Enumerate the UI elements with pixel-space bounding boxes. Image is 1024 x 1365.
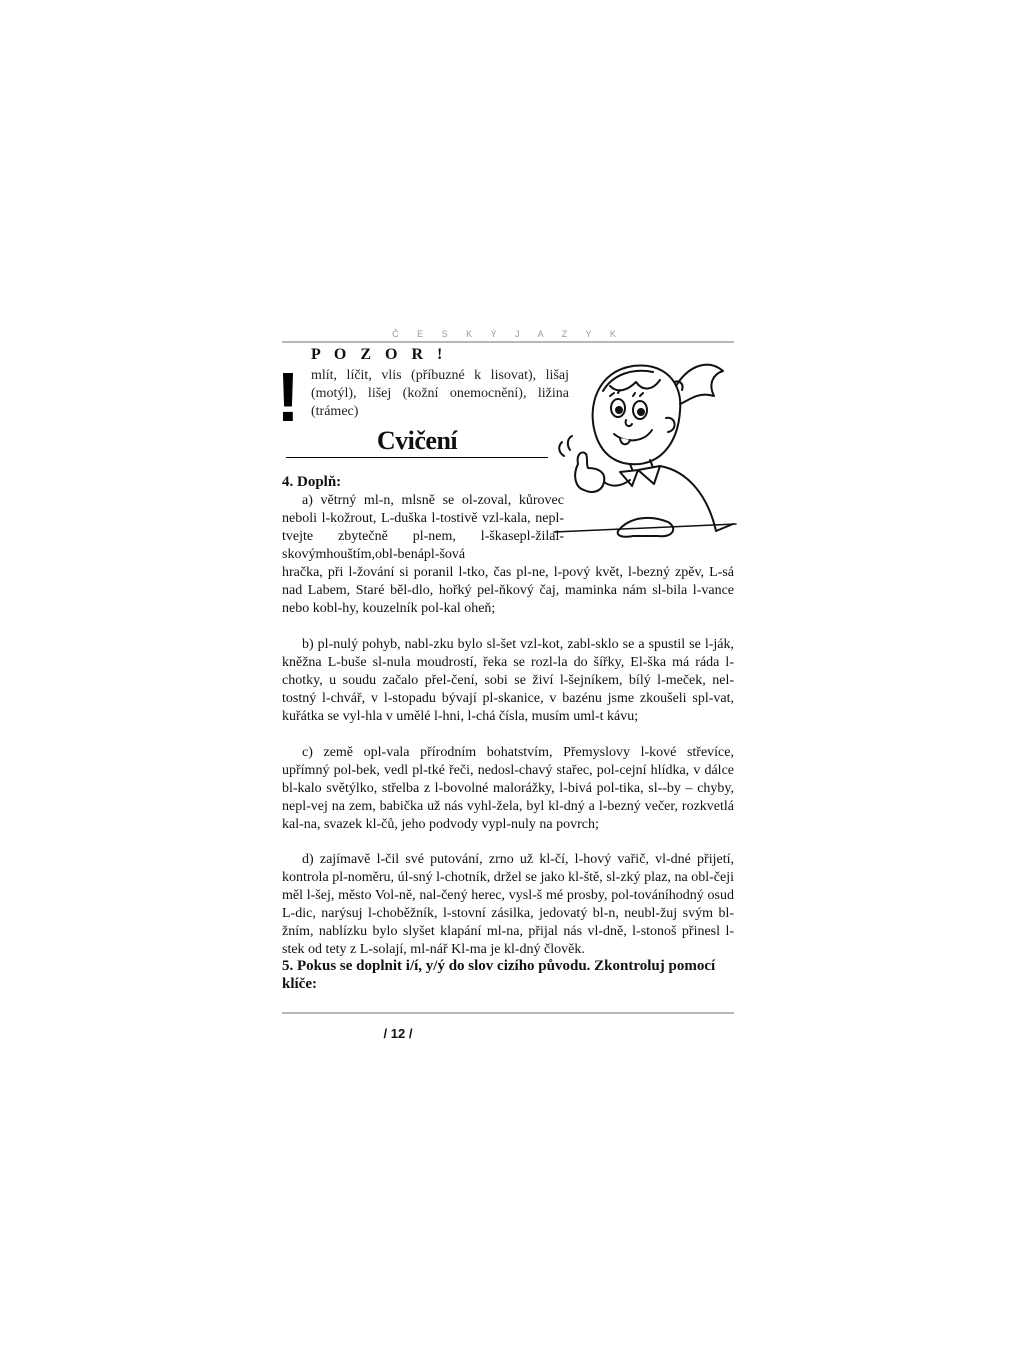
exercise-4-heading: 4. Doplň: bbox=[282, 474, 342, 490]
pozor-text: mlít, líčit, vlis (příbuzné k lisovat), lišaj (motýl), lišej (kožní onemocnění), ližina (trámec) bbox=[311, 368, 569, 419]
footer-rule bbox=[282, 1012, 734, 1014]
exercise-4d-text: d) zajímavě l-čil své putování, zrno už kl-čí, l-hový vařič, vl-dné přijetí, kontrola pl-noměru, úl-sný l-chotník, držel se jako kl-ště, sl-zký plaz, na obl-čeji měl l-šej, město Vol-ně, nal-čený herec, vysl-š mé prosby, pol-továníhodný osud L-dic, narýsuj l-choběžník, l-stovní zásilka, jedovatý bl-n, neubl-žuj svým bl-žním, nablízku bylo slyšet klapání ml-na, přijal nás vl-dně, l-stonoš přinesl l-stek od tety z L-solají, ml-nář Kl-ma je kl-dný člověk. bbox=[282, 852, 734, 957]
page-number: / 12 / bbox=[383, 1026, 413, 1041]
exercise-4a-text-bottom: hračka, při l-žování si poranil l-tko, čas pl-ne, l-pový květ, l-bezný zpěv, L-sá nad Labem, Staré běl-dlo, hořký pel-ňkový čaj, maminka nám sl-bila l-vance nebo kobl-hy, kouzelník pol-kal oheň; bbox=[282, 565, 734, 616]
exercise-5-heading: 5. Pokus se doplnit i/í, y/ý do slov cizího původu. Zkontroluj pomocí klíče: bbox=[282, 958, 716, 992]
running-header: Č E S K Ý J A Z Y K bbox=[392, 329, 624, 339]
exclamation-mark-icon: ! bbox=[276, 358, 300, 436]
girl-thumbs-up-illustration bbox=[548, 346, 738, 556]
exercise-4c-text: c) země opl-vala přírodním bohatstvím, Přemyslovy l-kové střevíce, upřímný pol-bek, vedl pl-tké řeči, nedosl-chavý stařec, pol-cejní hlídka, v dálce bl-kalo světýlko, střelba z l-bovolné malorážky, l-bivá pol-tika, sl--by – chyby, nepl-vej na zem, babička už nás vyhl-žela, byl kl-dný a l-bezný večer, rozkvetlá kal-na, svazek kl-čů, jeho podvody vypl-nuly na povrch; bbox=[282, 745, 734, 832]
section-title: Cvičení bbox=[376, 426, 458, 455]
pozor-title: P O Z O R ! bbox=[311, 346, 448, 363]
exercise-4b-text: b) pl-nulý pohyb, nabl-zku bylo sl-šet vzl-kot, zabl-sklo se a spustil se l-ják, kněžna L-buše sl-nula moudrostí, řeka se rozl-la do šířky, El-ška má ráda l-chotky, u soudu začalo přel-čení, sobi se živí l-šejníkem, bílý l-meček, nel-tostný l-chvář, v l-stopadu bývají pl-skanice, v bazénu jsme zkoušeli spl-vat, kuřátka se vyl-hla v umělé l-hni, l-chá čísla, musím uml-t kávu; bbox=[282, 637, 734, 724]
header-rule bbox=[282, 341, 734, 343]
section-title-underline bbox=[286, 457, 548, 458]
exercise-4a-text-top: a) větrný ml-n, mlsně se ol-zoval, kůrovec neboli l-kožrout, L-duška l-tostivě vzl-kala, nepl-tvejte zbytečně pl-nem, l-škasepl-žilal-skovýmhouštím,obl-benápl-šová bbox=[282, 493, 564, 562]
